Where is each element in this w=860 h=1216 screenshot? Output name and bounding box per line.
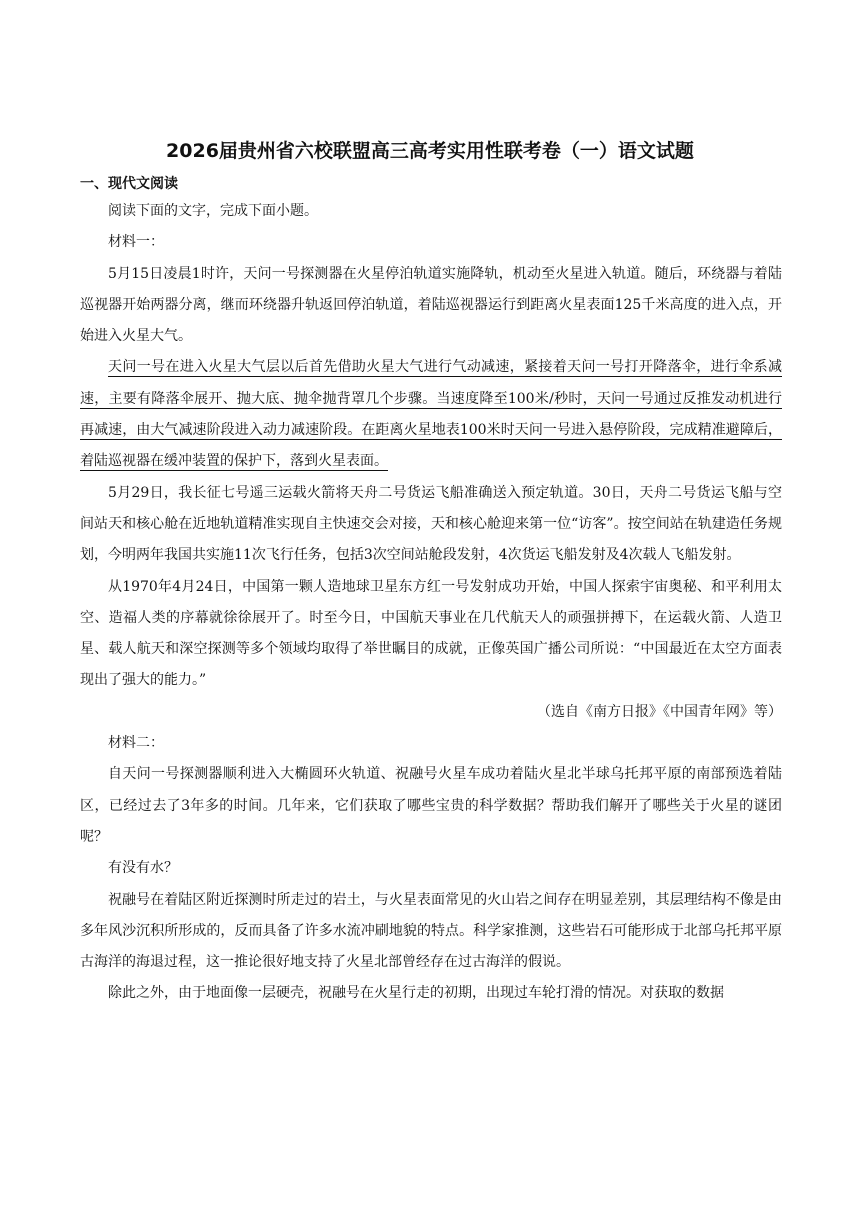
paragraph: 除此之外，由于地面像一层硬壳，祝融号在火星行走的初期，出现过车轮打滑的情况。对获取的数据 bbox=[108, 985, 724, 1002]
document-body bbox=[80, 172, 782, 1010]
document-title: 2026届贵州省六校联盟高三高考实用性联考卷（一）语文试题 bbox=[166, 140, 694, 162]
source-note: （选自《南方日报》《中国青年网》等） bbox=[537, 703, 782, 720]
underlined-paragraph: 天问一号在进入火星大气层以后首先借助火星大气进行气动减速，紧接着天问一号打开降落伞，进行伞系减速，主要有降落伞展开、抛大底、抛伞抛背罩几个步骤。当速度降至100米/秒时，天问一号通过反推发动机进行再减速，由大气减速阶段进入动力减速阶段。在距离火星地表100米时天问一号进入悬停阶段，完成精准避障后，着陆巡视器在缓冲装置的保护下，落到火星表面。 bbox=[80, 359, 782, 470]
subheading-question: 有没有水？ bbox=[108, 860, 178, 877]
reading-instruction: 阅读下面的文字，完成下面小题。 bbox=[108, 203, 318, 219]
paragraph: 自天问一号探测器顺利进入大椭圆环火轨道、祝融号火星车成功着陆火星北半球乌托邦平原的南部预选着陆区，已经过去了3年多的时间。几年来，它们获取了哪些宝贵的科学数据？帮助我们解开了哪些关于火星的谜团呢？ bbox=[80, 766, 782, 845]
paragraph: 从1970年4月24日，中国第一颗人造地球卫星东方红一号发射成功开始，中国人探索宇宙奥秘、和平利用太空、造福人类的序幕就徐徐展开了。时至今日，中国航天事业在几代航天人的顽强拼搏下，在运载火箭、人造卫星、载人航天和深空探测等多个领域均取得了举世瞩目的成就，正像英国广播公司所说：“中国最近在太空方面表现出了强大的能力。” bbox=[80, 578, 782, 689]
material-two-label: 材料二： bbox=[108, 735, 164, 752]
material-one-label: 材料一： bbox=[108, 234, 164, 251]
paragraph: 5月29日，我长征七号遥三运载火箭将天舟二号货运飞船准确送入预定轨道。30日，天舟二号货运飞船与空间站天和核心舱在近地轨道精准实现自主快速交会对接，天和核心舱迎来第一位“访客”。按空间站在轨建造任务规划，今明两年我国共实施11次飞行任务，包括3次空间站舱段发射，4次货运飞船发射及4次载人飞船发射。 bbox=[80, 484, 782, 564]
section-heading: 一、现代文阅读 bbox=[80, 176, 178, 192]
paragraph: 5月15日凌晨1时许，天问一号探测器在火星停泊轨道实施降轨，机动至火星进入轨道。随后，环绕器与着陆巡视器开始两器分离，继而环绕器升轨返回停泊轨道，着陆巡视器运行到距离火星表面125千米高度的进入点，开始进入火星大气。 bbox=[80, 265, 782, 345]
paragraph: 祝融号在着陆区附近探测时所走过的岩土，与火星表面常见的火山岩之间存在明显差别，其层理结构不像是由多年风沙沉积所形成的，反而具备了许多水流冲刷地貌的特点。科学家推测，这些岩石可能形成于北部乌托邦平原古海洋的海退过程，这一推论很好地支持了火星北部曾经存在过古海洋的假说。 bbox=[80, 891, 782, 971]
